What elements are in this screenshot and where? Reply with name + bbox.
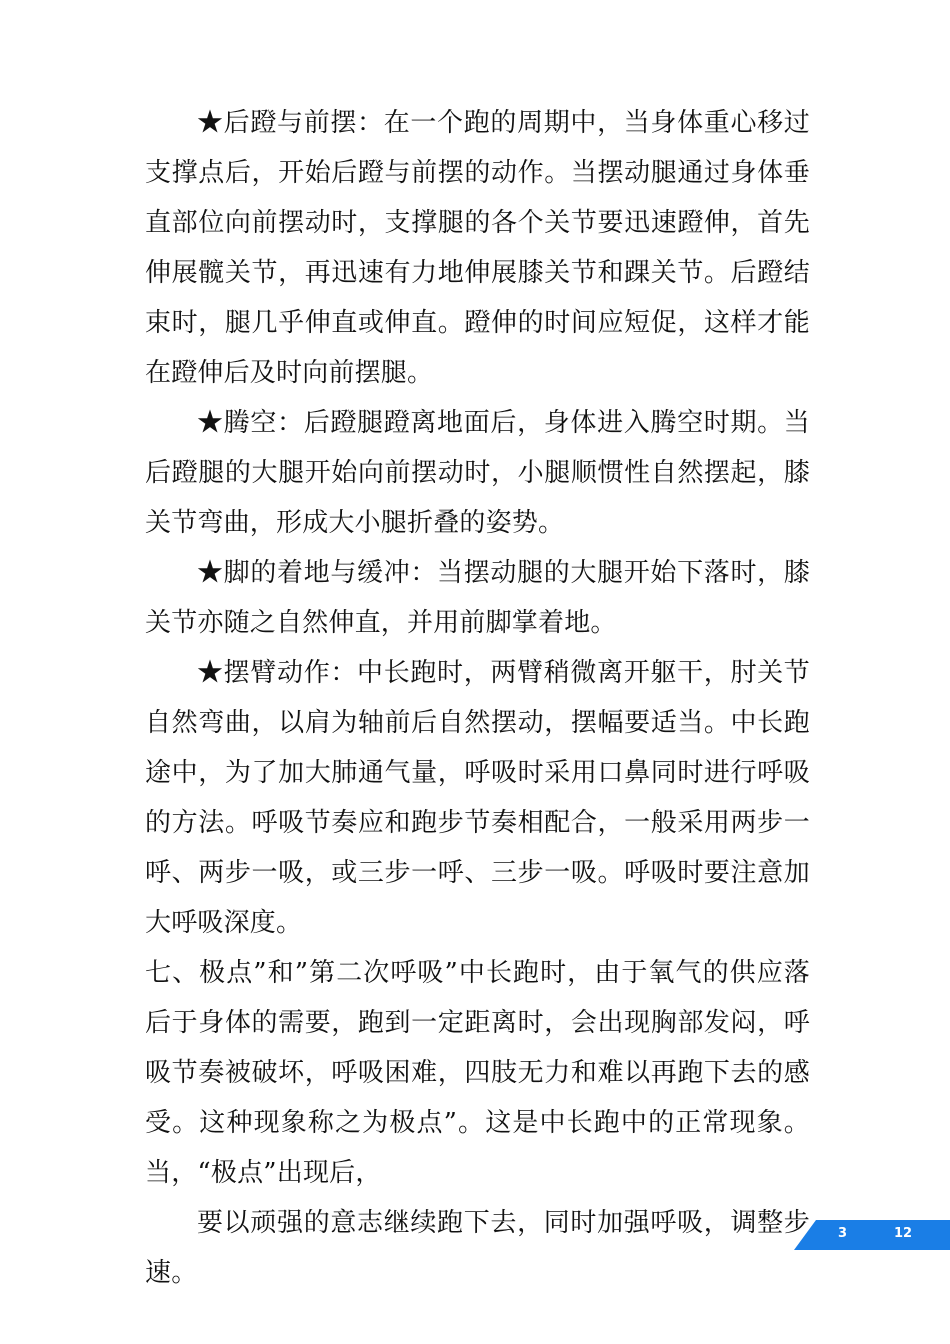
page-tab-shape <box>794 1220 950 1250</box>
paragraph-flight-phase: ★腾空：后蹬腿蹬离地面后，身体进入腾空时期。当后蹬腿的大腿开始向前摆动时，小腿顺惯性自然摆起，膝关节弯曲，形成大小腿折叠的姿势。 <box>145 408 810 538</box>
total-pages-number: 12 <box>894 1226 913 1241</box>
paragraph-push-off-swing: ★后蹬与前摆：在一个跑的周期中，当身体重心移过支撑点后，开始后蹬与前摆的动作。当摆动腿通过身体垂直部位向前摆动时，支撑腿的各个关节要迅速蹬伸，首先伸展髋关节，再迅速有力地伸展膝关节和踝关节。后蹬结束时，腿几乎伸直或伸直。蹬伸的时间应短促，这样才能在蹬伸后及时向前摆腿。 <box>145 108 810 388</box>
paragraph-arm-swing: ★摆臂动作：中长跑时，两臂稍微离开躯干，肘关节自然弯曲，以肩为轴前后自然摆动，摆幅要适当。中长跑途中，为了加大肺通气量，呼吸时采用口鼻同时进行呼吸的方法。呼吸节奏应和跑步节奏相配合，一般采用两步一呼、两步一吸，或三步一呼、三步一吸。呼吸时要注意加大呼吸深度。 <box>145 658 810 938</box>
document-body <box>145 98 810 1298</box>
paragraph-dead-point: 七、极点”和”第二次呼吸”中长跑时，由于氧气的供应落后于身体的需要，跑到一定距离时，会出现胸部发闷，呼吸节奏被破坏，呼吸困难，四肢无力和难以再跑下去的感受。这种现象称之为极点”。这是中长跑中的正常现象。当，“极点”出现后， <box>145 958 810 1188</box>
paragraph-foot-landing: ★脚的着地与缓冲：当摆动腿的大腿开始下落时，膝关节亦随之自然伸直，并用前脚掌着地。 <box>145 558 810 638</box>
paragraph-continue-running: 要以顽强的意志继续跑下去，同时加强呼吸，调整步速。 <box>145 1208 810 1288</box>
page-number-tab <box>794 1220 950 1250</box>
current-page-number: 3 <box>838 1226 848 1241</box>
